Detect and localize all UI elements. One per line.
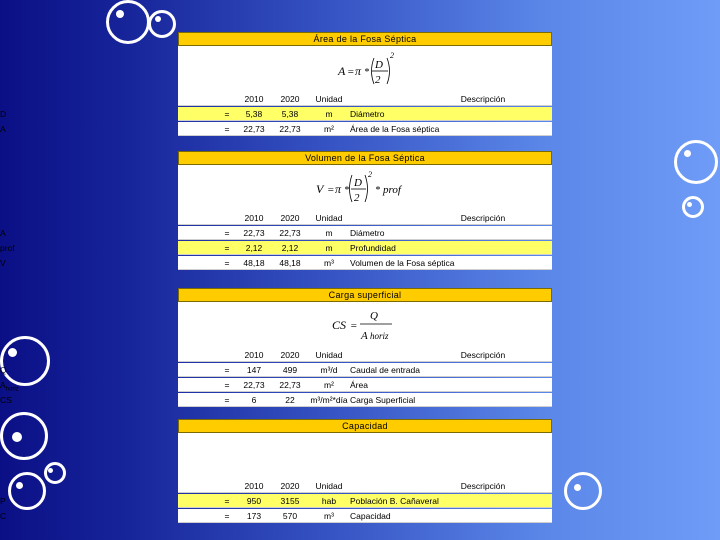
bubble-dot-decoration	[684, 150, 691, 157]
col-year-2010: 2010	[244, 94, 264, 104]
row-value-2010: 22,73	[243, 124, 265, 134]
row-equals: =	[224, 124, 230, 134]
bubble-dot-decoration	[574, 484, 581, 491]
row-description: Área	[350, 380, 368, 390]
row-value-2020: 22,73	[279, 124, 301, 134]
svg-text:D: D	[375, 59, 383, 71]
row-unit: m³/d	[320, 365, 338, 375]
row-value-2020: 2,12	[281, 243, 299, 253]
col-unit: Unidad	[315, 213, 343, 223]
bubble-decoration	[674, 140, 718, 184]
col-year-2020: 2020	[280, 481, 300, 491]
row-symbol: A	[0, 124, 6, 134]
row-equals: =	[224, 243, 230, 253]
table-header-row	[0, 348, 552, 362]
row-symbol: Q	[0, 365, 7, 375]
row-description: Área de la Fosa séptica	[350, 124, 440, 134]
svg-text:*: *	[344, 185, 349, 196]
table-row	[0, 494, 552, 508]
row-equals: =	[224, 258, 230, 268]
col-year-2020: 2020	[280, 94, 300, 104]
bubble-dot-decoration	[687, 202, 692, 207]
capacity-blank-area	[178, 457, 552, 479]
bubble-dot-decoration	[12, 432, 22, 442]
section-title: Carga superficial	[178, 288, 552, 302]
svg-text:=: =	[347, 66, 355, 78]
col-description: Descripción	[460, 350, 506, 360]
col-year-2010: 2010	[244, 350, 264, 360]
row-description: Carga Superficial	[350, 395, 416, 405]
row-symbol: prof	[0, 243, 15, 253]
row-description: Profundidad	[350, 243, 396, 253]
row-unit: m²	[324, 380, 334, 390]
row-equals: =	[224, 380, 230, 390]
row-value-2020: 22	[285, 395, 295, 405]
row-value-2020: 22,73	[279, 228, 301, 238]
row-description: Capacidad	[350, 511, 391, 521]
col-year-2020: 2020	[280, 350, 300, 360]
bubble-dot-decoration	[155, 16, 161, 22]
row-value-2020: 22,73	[279, 380, 301, 390]
row-value-2020: 3155	[280, 496, 300, 506]
row-equals: =	[224, 496, 230, 506]
area-formula	[178, 46, 552, 92]
col-unit: Unidad	[315, 94, 343, 104]
col-unit: Unidad	[315, 350, 343, 360]
svg-text:2: 2	[354, 192, 360, 204]
table-row	[0, 393, 552, 407]
col-year-2010: 2010	[244, 213, 264, 223]
row-value-2010: 147	[246, 365, 262, 375]
bubble-dot-decoration	[116, 10, 124, 18]
row-unit: m	[325, 243, 333, 253]
col-unit: Unidad	[315, 481, 343, 491]
table-row	[0, 509, 552, 523]
row-symbol: V	[0, 258, 6, 268]
table-header-row	[0, 479, 552, 493]
row-value-2010: 22,73	[243, 228, 265, 238]
table-header-row	[0, 211, 552, 225]
row-symbol: CS	[0, 395, 12, 405]
svg-text:π: π	[355, 64, 362, 78]
cs-formula	[178, 302, 552, 348]
section-title: Volumen de la Fosa Séptica	[178, 151, 552, 165]
row-description: Diámetro	[350, 109, 385, 119]
area-formula-graphic	[178, 46, 552, 92]
row-symbol: P	[0, 496, 6, 506]
svg-text:2: 2	[368, 170, 372, 179]
row-value-2020: 48,18	[279, 258, 301, 268]
row-value-2010: 950	[246, 496, 262, 506]
row-equals: =	[224, 109, 230, 119]
col-description: Descripción	[460, 481, 506, 491]
svg-text:horiz: horiz	[370, 331, 389, 341]
svg-text:π: π	[335, 182, 342, 196]
table-row	[0, 241, 552, 255]
row-equals: =	[224, 228, 230, 238]
row-value-2010: 22,73	[243, 380, 265, 390]
svg-text:D: D	[354, 177, 362, 189]
row-unit: hab	[321, 496, 337, 506]
row-value-2010: 6	[251, 395, 257, 405]
svg-text:Q: Q	[370, 310, 378, 322]
row-value-2020: 499	[282, 365, 298, 375]
svg-text:V: V	[316, 182, 324, 196]
bubble-decoration	[564, 472, 602, 510]
row-unit: m²	[324, 124, 334, 134]
row-value-2010: 5,38	[245, 109, 263, 119]
svg-text:*: *	[364, 67, 369, 78]
svg-text:A: A	[338, 64, 346, 78]
bubble-decoration	[148, 10, 176, 38]
table-row	[0, 122, 552, 136]
svg-text:2: 2	[375, 74, 381, 86]
col-description: Descripción	[460, 213, 506, 223]
row-description: Población B. Cañaveral	[350, 496, 439, 506]
volume-formula	[178, 165, 552, 211]
row-symbol: $A_{horiz}$	[0, 380, 19, 393]
table-row	[0, 256, 552, 270]
col-description: Descripción	[460, 94, 506, 104]
table-row	[0, 226, 552, 240]
svg-text:=: =	[327, 184, 335, 196]
row-unit: m³	[324, 511, 334, 521]
svg-text:CS: CS	[332, 318, 347, 332]
col-year-2010: 2010	[244, 481, 264, 491]
row-description: Volumen de la Fosa séptica	[350, 258, 455, 268]
volume-formula-graphic	[178, 165, 552, 211]
row-unit: m	[325, 109, 333, 119]
row-value-2010: 173	[246, 511, 262, 521]
section-title: Capacidad	[178, 419, 552, 433]
table-row	[0, 107, 552, 121]
row-equals: =	[224, 365, 230, 375]
table-row	[0, 363, 552, 377]
row-symbol: D	[0, 109, 7, 119]
row-value-2010: 2,12	[245, 243, 263, 253]
svg-text:2: 2	[390, 51, 394, 60]
svg-text:prof: prof	[383, 184, 401, 196]
row-symbol: C	[0, 511, 7, 521]
row-unit: m	[325, 228, 333, 238]
section-title: Área de la Fosa Séptica	[178, 32, 552, 46]
row-value-2020: 570	[282, 511, 298, 521]
row-unit: m³/m²*día	[310, 395, 348, 405]
row-description: Caudal de entrada	[350, 365, 420, 375]
bubble-decoration	[0, 412, 48, 460]
svg-text:=: =	[350, 320, 358, 332]
cs-formula-graphic	[178, 302, 552, 348]
bubble-dot-decoration	[48, 468, 53, 473]
bubble-decoration	[682, 196, 704, 218]
row-equals: =	[224, 511, 230, 521]
row-symbol: A	[0, 228, 6, 238]
row-unit: m³	[324, 258, 334, 268]
svg-text:A: A	[361, 330, 368, 342]
row-value-2020: 5,38	[281, 109, 299, 119]
table-row	[0, 378, 552, 392]
row-description: Diámetro	[350, 228, 385, 238]
bubble-decoration	[106, 0, 150, 44]
svg-text:*: *	[375, 185, 380, 196]
table-header-row	[0, 92, 552, 106]
row-equals: =	[224, 395, 230, 405]
col-year-2020: 2020	[280, 213, 300, 223]
capacity-formula	[178, 433, 552, 457]
row-value-2010: 48,18	[243, 258, 265, 268]
capacity-formula-graphic	[178, 433, 552, 457]
